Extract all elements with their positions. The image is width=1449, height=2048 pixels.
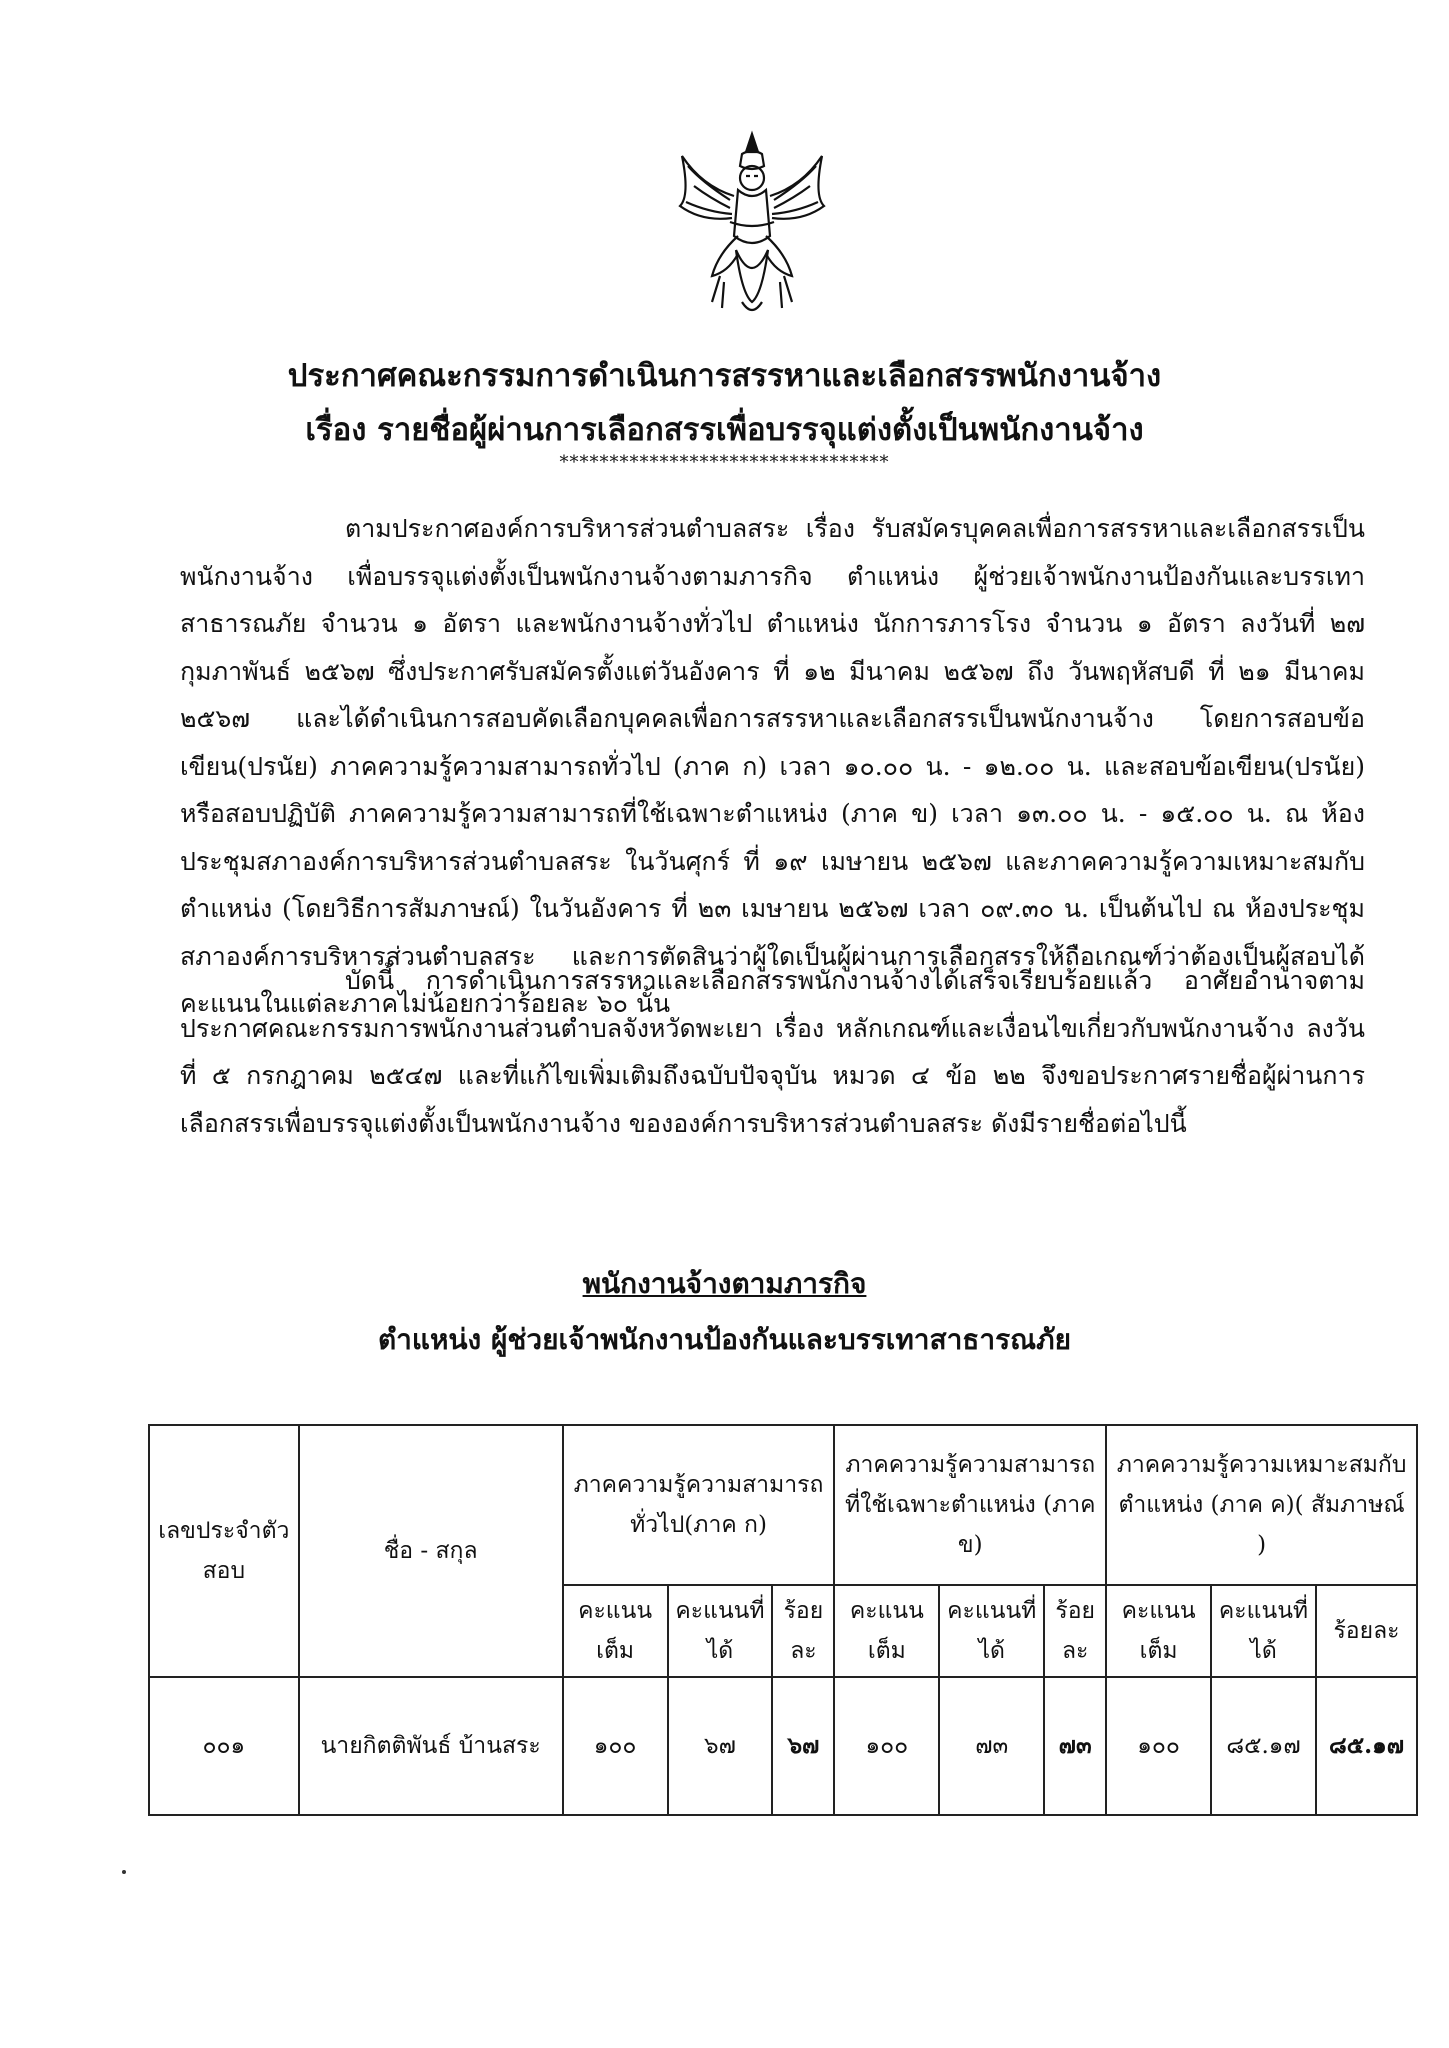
header-part-a: ภาคความรู้ความสามารถทั่วไป(ภาค ก) xyxy=(563,1425,835,1585)
employee-type-label: พนักงานจ้างตามภารกิจ xyxy=(582,1267,867,1300)
table-row xyxy=(149,1677,1417,1815)
body-paragraph-1: ตามประกาศองค์การบริหารส่วนตำบลสระ เรื่อง รับสมัครบุคคลเพื่อการสรรหาและเลือกสรรเป็นพนักงานจ้าง เพื่อบรรจุแต่งตั้งเป็นพนักงานจ้างตามภารกิจ ตำแหน่ง ผู้ช่วยเจ้าพนักงานป้องกันและบรรเทาสาธารณภัย จำนวน ๑ อัตรา และพนักงานจ้างทั่วไป ตำแหน่ง นักการภารโรง จำนวน ๑ อัตรา ลงวันที่ ๒๗ กุมภาพันธ์ ๒๕๖๗ ซึ่งประกาศรับสมัครตั้งแต่วันอังคาร ที่ ๑๒ มีนาคม ๒๕๖๗ ถึง วันพฤหัสบดี ที่ ๒๑ มีนาคม ๒๕๖๗ และได้ดำเนินการสอบคัดเลือกบุคคลเพื่อการสรรหาและเลือกสรรเป็นพนักงานจ้าง โดยการสอบข้อเขียน(ปรนัย) ภาคความรู้ความสามารถทั่วไป (ภาค ก) เวลา ๑๐.๐๐ น. - ๑๒.๐๐ น. และสอบข้อเขียน(ปรนัย) หรือสอบปฏิบัติ ภาคความรู้ความสามารถที่ใช้เฉพาะตำแหน่ง (ภาค ข) เวลา ๑๓.๐๐ น. - ๑๕.๐๐ น. ณ ห้องประชุมสภาองค์การบริหารส่วนตำบลสระ ในวันศุกร์ ที่ ๑๙ เมษายน ๒๕๖๗ และภาคความรู้ความเหมาะสมกับตำแหน่ง (โดยวิธีการสัมภาษณ์) ในวันอังคาร ที่ ๒๓ เมษายน ๒๕๖๗ เวลา ๐๙.๓๐ น. เป็นต้นไป ณ ห้องประชุมสภาองค์การบริหารส่วนตำบลสระ และการตัดสินว่าผู้ใดเป็นผู้ผ่านการเลือกสรรให้ถือเกณฑ์ว่าต้องเป็นผู้สอบได้คะแนนในแต่ละภาคไม่น้อยกว่าร้อยละ ๖๐ นั้น xyxy=(180,514,1365,1018)
subheader-a-got: คะแนนที่ได้ xyxy=(668,1585,773,1677)
table-header-row xyxy=(149,1425,1417,1585)
cell-c-got: ๘๕.๑๗ xyxy=(1211,1677,1316,1815)
position-heading: ตำแหน่ง ผู้ช่วยเจ้าพนักงานป้องกันและบรรเทาสาธารณภัย xyxy=(378,1323,1071,1356)
subheader-c-full: คะแนนเต็ม xyxy=(1106,1585,1211,1677)
subheader-c-pct: ร้อยละ xyxy=(1316,1585,1417,1677)
subheader-a-full: คะแนนเต็ม xyxy=(563,1585,668,1677)
announcement-title: ประกาศคณะกรรมการดำเนินการสรรหาและเลือกสรรพนักงานจ้าง xyxy=(287,358,1162,394)
cell-a-got: ๖๗ xyxy=(668,1677,773,1815)
header-part-c: ภาคความรู้ความเหมาะสมกับตำแหน่ง (ภาค ค)( สัมภาษณ์ ) xyxy=(1106,1425,1417,1585)
header-exam-id: เลขประจำตัวสอบ xyxy=(149,1425,299,1677)
cell-c-pct: ๘๕.๑๗ xyxy=(1316,1677,1417,1815)
subheader-c-got: คะแนนที่ได้ xyxy=(1211,1585,1316,1677)
header-name: ชื่อ - สกุล xyxy=(299,1425,563,1677)
header-part-b: ภาคความรู้ความสามารถที่ใช้เฉพาะตำแหน่ง (ภาค ข) xyxy=(834,1425,1106,1585)
cell-b-pct: ๗๓ xyxy=(1044,1677,1106,1815)
garuda-emblem-icon xyxy=(672,126,832,326)
body-paragraph-2: บัดนี้ การดำเนินการสรรหาและเลือกสรรพนักงานจ้างได้เสร็จเรียบร้อยแล้ว อาศัยอำนาจตามประกาศคณะกรรมการพนักงานส่วนตำบลจังหวัดพะเยา เรื่อง หลักเกณฑ์และเงื่อนไขเกี่ยวกับพนักงานจ้าง ลงวันที่ ๕ กรกฎาคม ๒๕๔๗ และที่แก้ไขเพิ่มเติมถึงฉบับปัจจุบัน หมวด ๔ ข้อ ๒๒ จึงขอประกาศรายชื่อผู้ผ่านการเลือกสรรเพื่อบรรจุแต่งตั้งเป็นพนักงานจ้าง ขององค์การบริหารส่วนตำบลสระ ดังมีรายชื่อต่อไปนี้ xyxy=(180,966,1365,1138)
employee-type-heading xyxy=(0,1262,1449,1306)
cell-a-full: ๑๐๐ xyxy=(563,1677,668,1815)
subheader-b-got: คะแนนที่ได้ xyxy=(939,1585,1044,1677)
cell-name: นายกิตติพันธ์ บ้านสระ xyxy=(299,1677,563,1815)
results-table xyxy=(148,1424,1418,1816)
announcement-subject: เรื่อง รายชื่อผู้ผ่านการเลือกสรรเพื่อบรรจุแต่งตั้งเป็นพนักงานจ้าง xyxy=(305,412,1144,448)
subheader-b-full: คะแนนเต็ม xyxy=(834,1585,939,1677)
cell-c-full: ๑๐๐ xyxy=(1106,1677,1211,1815)
cell-exam-id: ๐๐๑ xyxy=(149,1677,299,1815)
scan-speck xyxy=(122,1870,126,1874)
subheader-a-pct: ร้อยละ xyxy=(772,1585,834,1677)
title-separator: ********************************* xyxy=(559,452,890,473)
cell-a-pct: ๖๗ xyxy=(772,1677,834,1815)
cell-b-full: ๑๐๐ xyxy=(834,1677,939,1815)
cell-b-got: ๗๓ xyxy=(939,1677,1044,1815)
subheader-b-pct: ร้อยละ xyxy=(1044,1585,1106,1677)
